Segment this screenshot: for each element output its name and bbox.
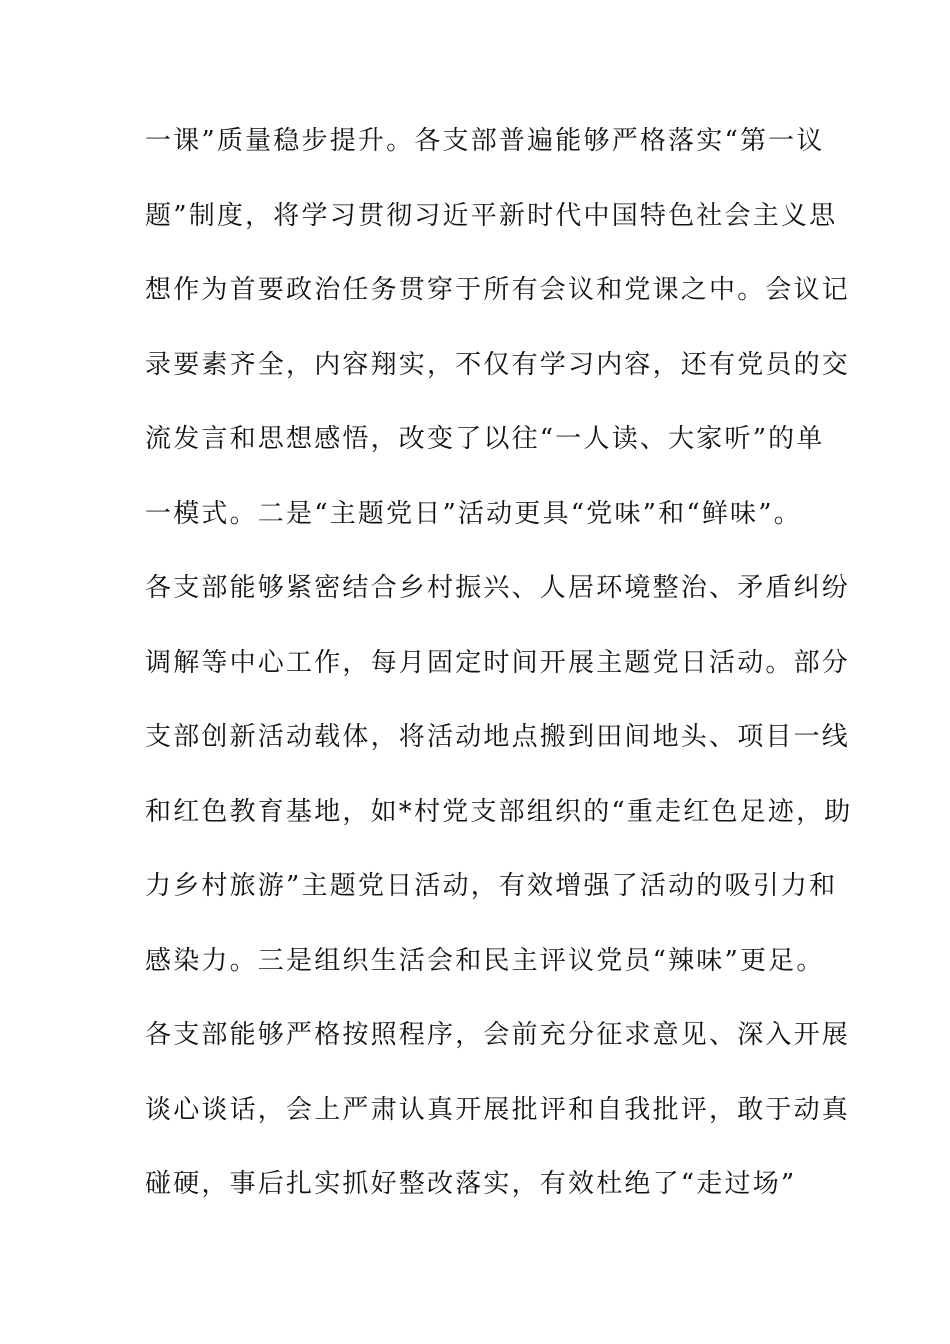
text-line-7: 各支部能够紧密结合乡村振兴、人居环境整治、矛盾纠纷 (145, 573, 851, 603)
text-line-1: 一课”质量稳步提升。各支部普遍能够严格落实“第一议 (145, 126, 825, 156)
text-line-11: 力乡村旅游”主题党日活动，有效增强了活动的吸引力和 (145, 871, 838, 901)
text-line-2: 题”制度，将学习贯彻习近平新时代中国特色社会主义思 (145, 200, 838, 231)
text-line-4: 录要素齐全，内容翔实，不仅有学习内容，还有党员的交 (145, 349, 851, 380)
text-line-6: 一模式。二是“主题党日”活动更具“党味”和“鲜味”。 (145, 498, 802, 529)
text-line-14: 谈心谈话，会上严肃认真开展批评和自我批评，敢于动真 (145, 1094, 851, 1125)
text-line-8: 调解等中心工作，每月固定时间开展主题党日活动。部分 (145, 647, 851, 678)
text-line-13: 各支部能够严格按照程序，会前充分征求意见、深入开展 (145, 1020, 851, 1050)
text-line-3: 想作为首要政治任务贯穿于所有会议和党课之中。会议记 (145, 275, 851, 305)
body-paragraph (145, 118, 853, 1236)
text-line-5: 流发言和思想感悟，改变了以往“一人读、大家听”的单 (145, 424, 825, 454)
text-line-12: 感染力。三是组织生活会和民主评议党员“辣味”更足。 (145, 945, 825, 976)
text-line-9: 支部创新活动载体，将活动地点搬到田间地头、项目一线 (145, 722, 851, 752)
text-line-15: 碰硬，事后扎实抓好整改落实，有效杜绝了“走过场” (145, 1169, 797, 1199)
text-line-10: 和红色教育基地，如*村党支部组织的“重走红色足迹，助 (145, 796, 853, 827)
